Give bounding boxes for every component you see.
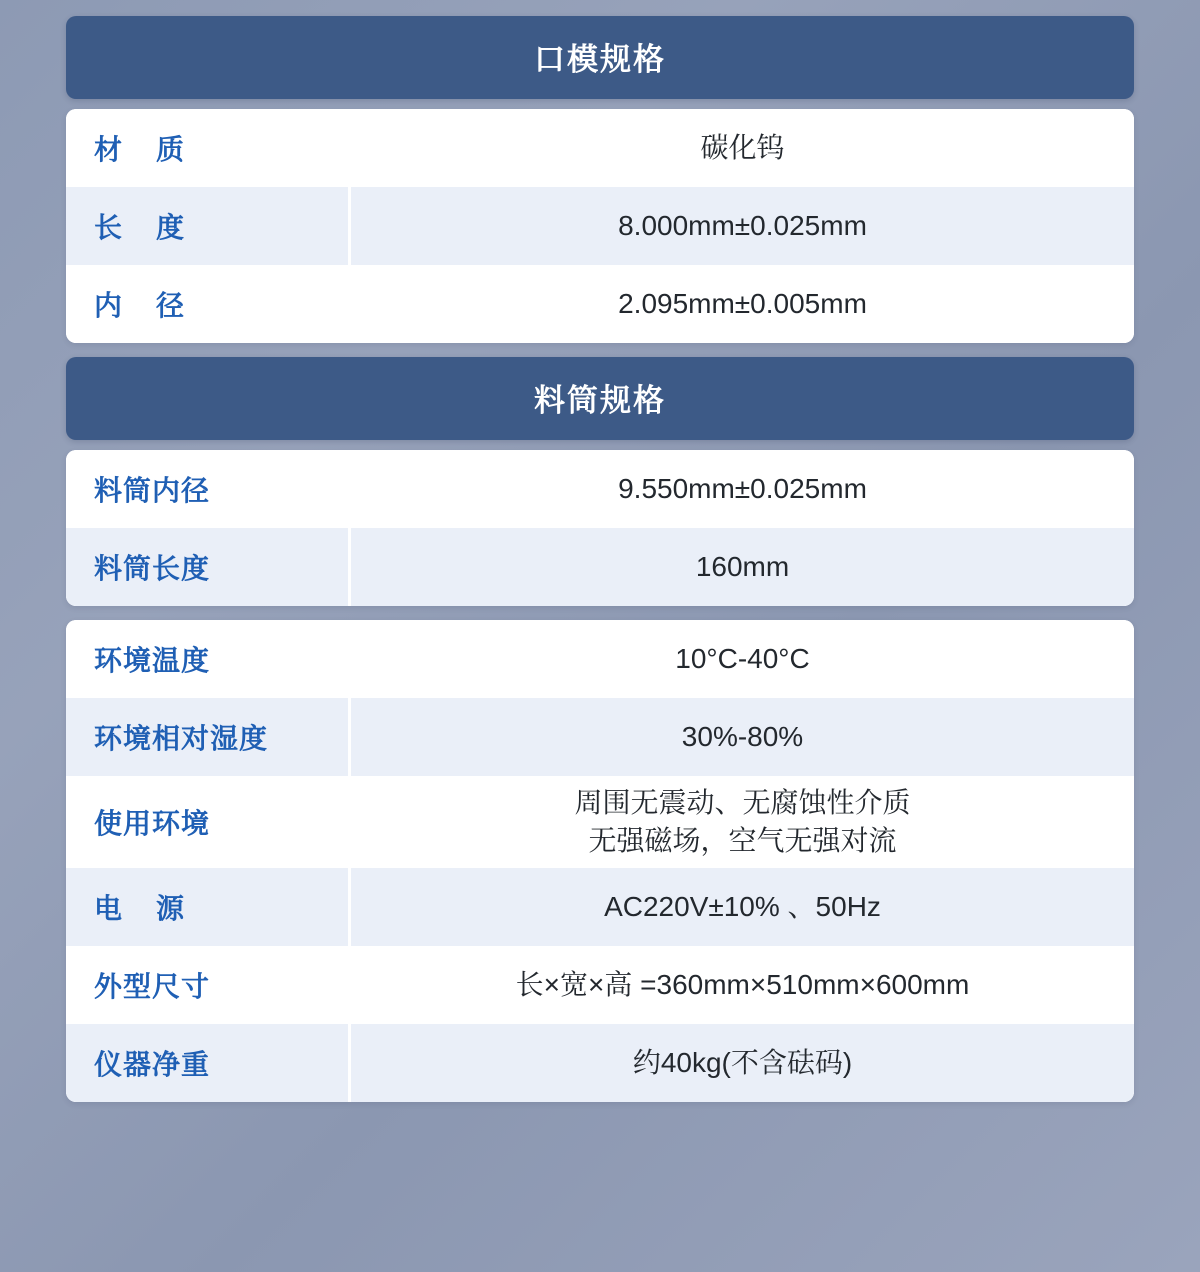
row-label — [66, 187, 348, 265]
row-value: 2.095mm±0.005mm — [348, 265, 1134, 343]
row-value: 长×宽×高 =360mm×510mm×600mm — [348, 946, 1134, 1024]
row-value: 9.550mm±0.025mm — [348, 450, 1134, 528]
table-row — [66, 528, 1134, 606]
row-label: 仪器净重 — [66, 1024, 348, 1102]
row-label — [66, 109, 348, 187]
table-row — [66, 265, 1134, 343]
row-value: 30%-80% — [348, 698, 1134, 776]
row-label-char1: 电 — [94, 892, 123, 924]
row-label-char1: 材 — [94, 134, 123, 165]
table-row — [66, 450, 1134, 528]
row-label: 环境相对湿度 — [66, 698, 348, 776]
table-row — [66, 1024, 1134, 1102]
row-value-multiline — [348, 776, 1134, 868]
section-header-barrel-spec: 料筒规格 — [66, 357, 1134, 440]
table-environment-spec — [66, 620, 1134, 1102]
row-label-char1: 内 — [94, 290, 123, 321]
table-die-spec — [66, 109, 1134, 343]
table-row — [66, 776, 1134, 868]
row-label-char2: 源 — [156, 892, 185, 924]
table-row — [66, 698, 1134, 776]
row-label: 料筒内径 — [66, 450, 348, 528]
row-value-line2: 无强磁场，空气无强对流 — [588, 824, 897, 856]
row-value: 160mm — [348, 528, 1134, 606]
row-label: 料筒长度 — [66, 528, 348, 606]
section-header-die-spec: 口模规格 — [66, 16, 1134, 99]
table-row — [66, 620, 1134, 698]
table-row — [66, 109, 1134, 187]
row-value: 10°C-40°C — [348, 620, 1134, 698]
row-label: 环境温度 — [66, 620, 348, 698]
row-value: AC220V±10% 、50Hz — [348, 868, 1134, 946]
row-value: 碳化钨 — [348, 109, 1134, 187]
row-label: 使用环境 — [66, 776, 348, 868]
table-row — [66, 868, 1134, 946]
row-label-char2: 质 — [156, 134, 185, 165]
row-label-char2: 度 — [156, 212, 185, 243]
row-label — [66, 868, 348, 946]
table-row — [66, 187, 1134, 265]
row-value-line1: 周围无震动、无腐蚀性介质 — [574, 787, 911, 818]
row-value: 约40kg(不含砝码) — [348, 1024, 1134, 1102]
row-label — [66, 265, 348, 343]
table-barrel-spec — [66, 450, 1134, 606]
row-label-char2: 径 — [156, 290, 185, 321]
table-row — [66, 946, 1134, 1024]
row-value: 8.000mm±0.025mm — [348, 187, 1134, 265]
row-label: 外型尺寸 — [66, 946, 348, 1024]
row-label-char1: 长 — [94, 212, 123, 243]
